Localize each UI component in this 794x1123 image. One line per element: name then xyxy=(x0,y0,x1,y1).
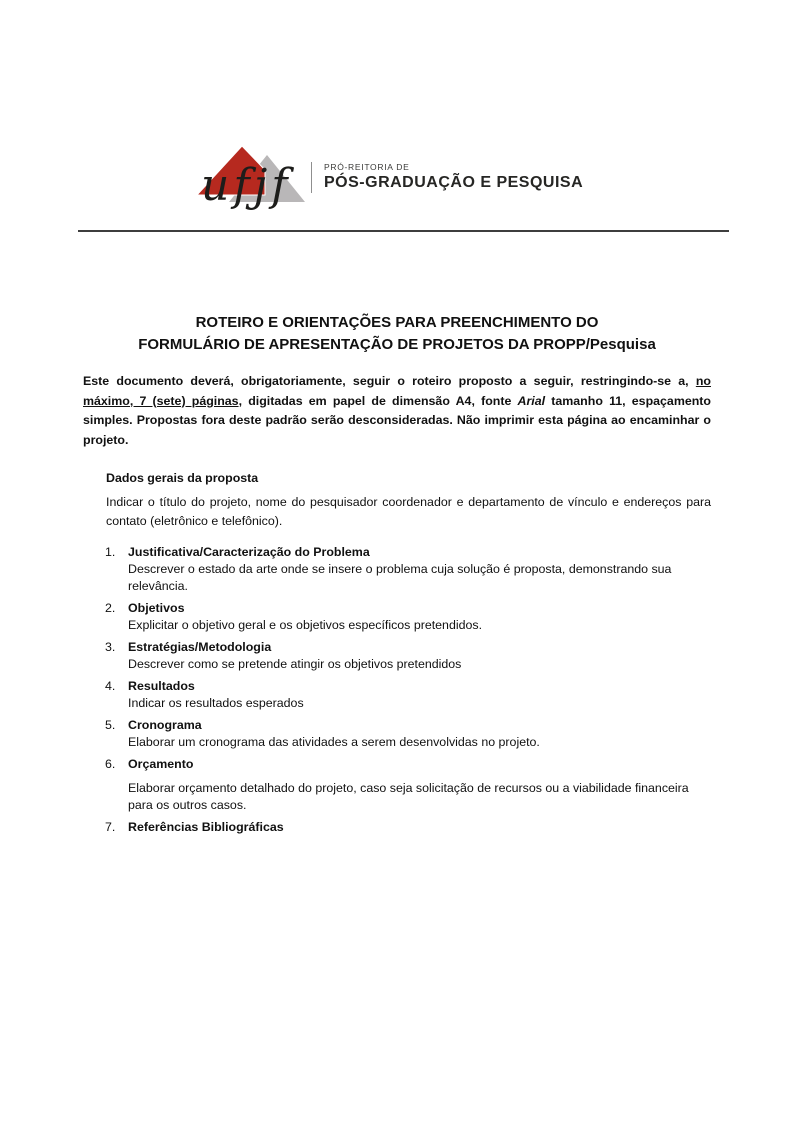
item-number: 1. xyxy=(105,544,116,559)
item-number: 3. xyxy=(105,639,116,654)
item-heading: Estratégias/Metodologia xyxy=(128,639,272,654)
intro-part3: tamanho 11, espaçamento simples. Propostas fora deste padrão serão desconsideradas. Não imprimir esta página ao encaminhar o projeto. xyxy=(83,393,711,447)
item-heading: Justificativa/Caracterização do Problema xyxy=(128,544,370,559)
item-description: Indicar os resultados esperados xyxy=(128,695,304,710)
header-logo xyxy=(195,142,583,230)
header-divider xyxy=(78,230,729,232)
page-title xyxy=(83,312,711,356)
item-heading: Referências Bibliográficas xyxy=(128,819,284,834)
item-heading: Resultados xyxy=(128,678,195,693)
page-title-line1: ROTEIRO E ORIENTAÇÕES PARA PREENCHIMENTO DO xyxy=(195,314,599,331)
item-number: 4. xyxy=(105,678,116,693)
general-data-body: Indicar o título do projeto, nome do pesquisador coordenador e departamento de vínculo e endereços para contato (eletrônico e telefônico). xyxy=(106,494,711,528)
item-heading: Objetivos xyxy=(128,600,185,615)
org-name-block xyxy=(311,162,583,193)
item-body xyxy=(128,600,711,634)
intro-paragraph xyxy=(83,372,711,450)
intro-part2: , digitadas em papel de dimensão A4, fonte xyxy=(238,393,518,408)
item-description: Elaborar orçamento detalhado do projeto, caso seja solicitação de recursos ou a viabilidade financeira para os outros casos. xyxy=(128,780,689,812)
list-item xyxy=(105,678,711,712)
item-body xyxy=(128,717,711,751)
item-body xyxy=(128,678,711,712)
list-item xyxy=(105,819,711,836)
page-title-line2: FORMULÁRIO DE APRESENTAÇÃO DE PROJETOS DA PROPP/Pesquisa xyxy=(138,336,656,353)
item-body xyxy=(128,639,711,673)
item-body xyxy=(128,819,711,836)
item-heading: Cronograma xyxy=(128,717,202,732)
intro-italic-font-name: Arial xyxy=(517,393,546,408)
item-description: Elaborar um cronograma das atividades a serem desenvolvidas no projeto. xyxy=(128,734,540,749)
list-item xyxy=(105,717,711,751)
item-number: 7. xyxy=(105,819,116,834)
list-item xyxy=(105,639,711,673)
item-description: Explicitar o objetivo geral e os objetivos específicos pretendidos. xyxy=(128,617,483,632)
general-data-heading: Dados gerais da proposta xyxy=(106,471,259,485)
intro-part1: Este documento deverá, obrigatoriamente, seguir o roteiro proposto a seguir, restringindo-se a, xyxy=(83,374,696,388)
ufjf-logo-icon xyxy=(195,142,307,230)
org-name-line1: PRÓ-REITORIA DE xyxy=(324,162,410,172)
logo-acronym: ufjf xyxy=(201,160,292,211)
item-number: 5. xyxy=(105,717,116,732)
general-data-section xyxy=(106,469,711,532)
item-description: Descrever como se pretende atingir os objetivos pretendidos xyxy=(128,656,462,671)
numbered-list xyxy=(105,544,711,836)
item-number: 2. xyxy=(105,600,116,615)
intro-underlined-max-pages: no máximo, 7 (sete) páginas xyxy=(83,374,711,408)
item-heading: Orçamento xyxy=(128,756,194,771)
document-body xyxy=(83,312,711,841)
list-item xyxy=(105,600,711,634)
item-body xyxy=(128,756,711,814)
list-item xyxy=(105,544,711,595)
org-name-line2: PÓS-GRADUAÇÃO E PESQUISA xyxy=(324,174,584,191)
item-body xyxy=(128,544,711,595)
list-item xyxy=(105,756,711,814)
item-description: Descrever o estado da arte onde se insere o problema cuja solução é proposta, demonstrando sua relevância. xyxy=(128,561,672,593)
item-number: 6. xyxy=(105,756,116,771)
